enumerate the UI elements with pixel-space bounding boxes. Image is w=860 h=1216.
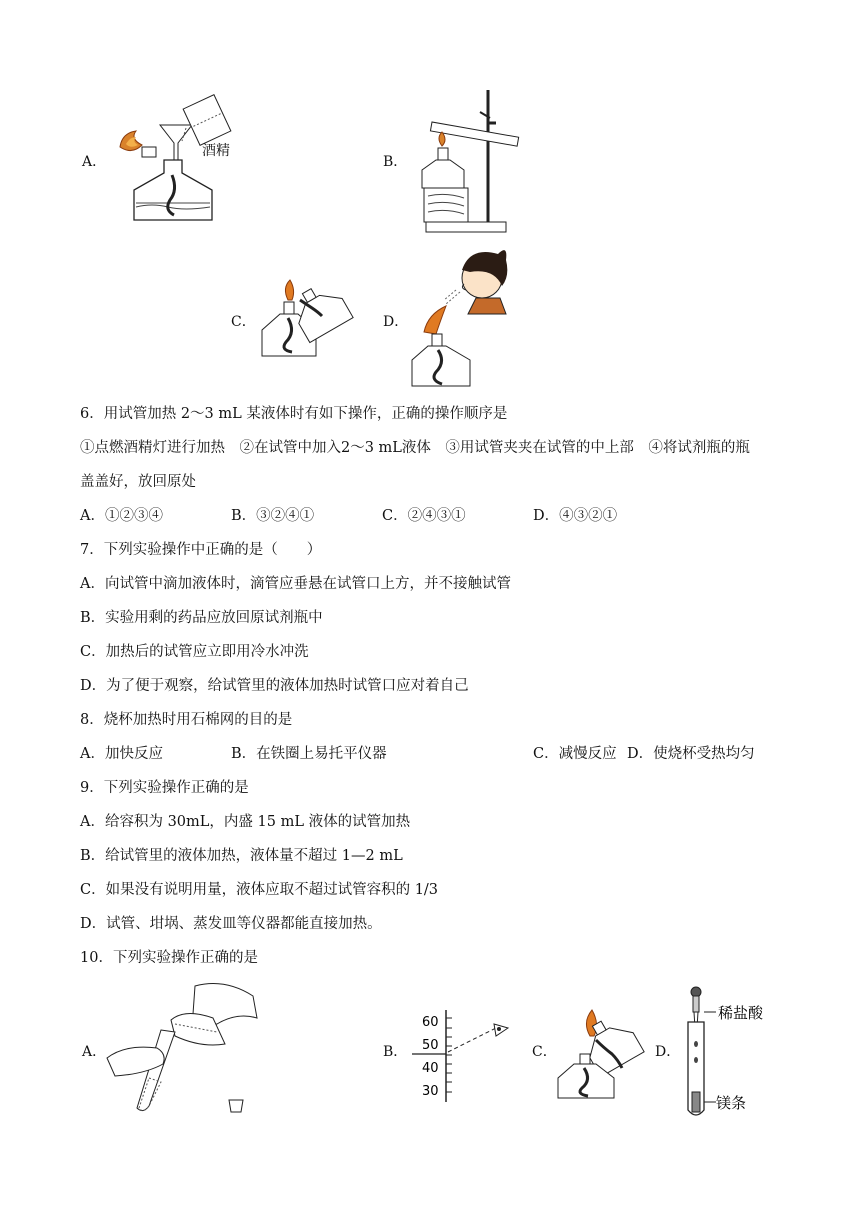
cylinder-tick-40: 40 bbox=[422, 1061, 439, 1076]
alcohol-annotation: 酒精 bbox=[202, 143, 230, 159]
q8-option-a: A．加快反应 bbox=[80, 746, 163, 762]
q9-stem: 9．下列实验操作正确的是 bbox=[80, 780, 249, 796]
option-label: A． bbox=[82, 1044, 107, 1060]
q6-stem: 6．用试管加热 2～3 mL 某液体时有如下操作，正确的操作顺序是 bbox=[80, 406, 508, 422]
q6-option-d: D．④③②① bbox=[533, 508, 618, 524]
q9-option-a: A．给容积为 30mL，内盛 15 mL 液体的试管加热 bbox=[80, 814, 411, 830]
cylinder-tick-30: 30 bbox=[422, 1084, 439, 1099]
q6-option-a: A．①②③④ bbox=[80, 508, 163, 524]
cylinder-tick-60: 60 bbox=[422, 1015, 439, 1030]
dropper-adding-acid-to-magnesium-figure bbox=[682, 982, 792, 1122]
q9-option-b: B．给试管里的液体加热，液体量不超过 1—2 mL bbox=[80, 848, 403, 864]
q8-option-d: D．使烧杯受热均匀 bbox=[627, 746, 755, 762]
q8-option-b: B．在铁圈上易托平仪器 bbox=[231, 746, 387, 762]
q10-stem: 10．下列实验操作正确的是 bbox=[80, 950, 258, 966]
dropper-label: 稀盐酸 bbox=[718, 1004, 764, 1022]
lighting-lamp-with-another-lamp-figure bbox=[258, 272, 358, 364]
reading-graduated-cylinder-figure bbox=[410, 1008, 520, 1104]
option-label: A． bbox=[82, 154, 107, 170]
option-label: C． bbox=[532, 1044, 557, 1060]
q7-option-d: D．为了便于观察，给试管里的液体加热时试管口应对着自己 bbox=[80, 678, 469, 694]
blowing-out-lamp-figure bbox=[410, 240, 520, 392]
magnesium-label: 镁条 bbox=[716, 1094, 747, 1112]
heating-test-tube-on-stand-figure bbox=[420, 88, 550, 236]
option-label: B． bbox=[383, 1044, 408, 1060]
q7-stem: 7．下列实验操作中正确的是（ ） bbox=[80, 542, 322, 558]
q6-option-b: B．③②④① bbox=[231, 508, 315, 524]
alcohol-lamp-refill-figure bbox=[112, 95, 252, 230]
q6-steps-line-2: 盖盖好，放回原处 bbox=[80, 474, 196, 490]
lighting-lamp-with-another-lamp-figure-2 bbox=[556, 1002, 646, 1102]
pouring-liquid-into-test-tube-figure bbox=[105, 978, 265, 1118]
option-label: C． bbox=[231, 314, 256, 330]
q8-stem: 8．烧杯加热时用石棉网的目的是 bbox=[80, 712, 293, 728]
option-label: D． bbox=[655, 1044, 681, 1060]
q8-option-c: C．减慢反应 bbox=[533, 746, 617, 762]
q9-option-c: C．如果没有说明用量，液体应取不超过试管容积的 1/3 bbox=[80, 882, 439, 898]
q9-option-d: D．试管、坩埚、蒸发皿等仪器都能直接加热。 bbox=[80, 916, 382, 932]
q7-option-a: A．向试管中滴加液体时，滴管应垂悬在试管口上方，并不接触试管 bbox=[80, 576, 511, 592]
q6-steps-line-1: ①点燃酒精灯进行加热 ②在试管中加入2～3 mL液体 ③用试管夹夹在试管的中上部 ④将试剂瓶的瓶 bbox=[80, 440, 750, 456]
option-label: B． bbox=[383, 154, 408, 170]
q7-option-c: C．加热后的试管应立即用冷水冲洗 bbox=[80, 644, 309, 660]
q7-option-b: B．实验用剩的药品应放回原试剂瓶中 bbox=[80, 610, 323, 626]
option-label: D． bbox=[383, 314, 409, 330]
cylinder-tick-50: 50 bbox=[422, 1038, 439, 1053]
q6-option-c: C．②④③① bbox=[382, 508, 466, 524]
